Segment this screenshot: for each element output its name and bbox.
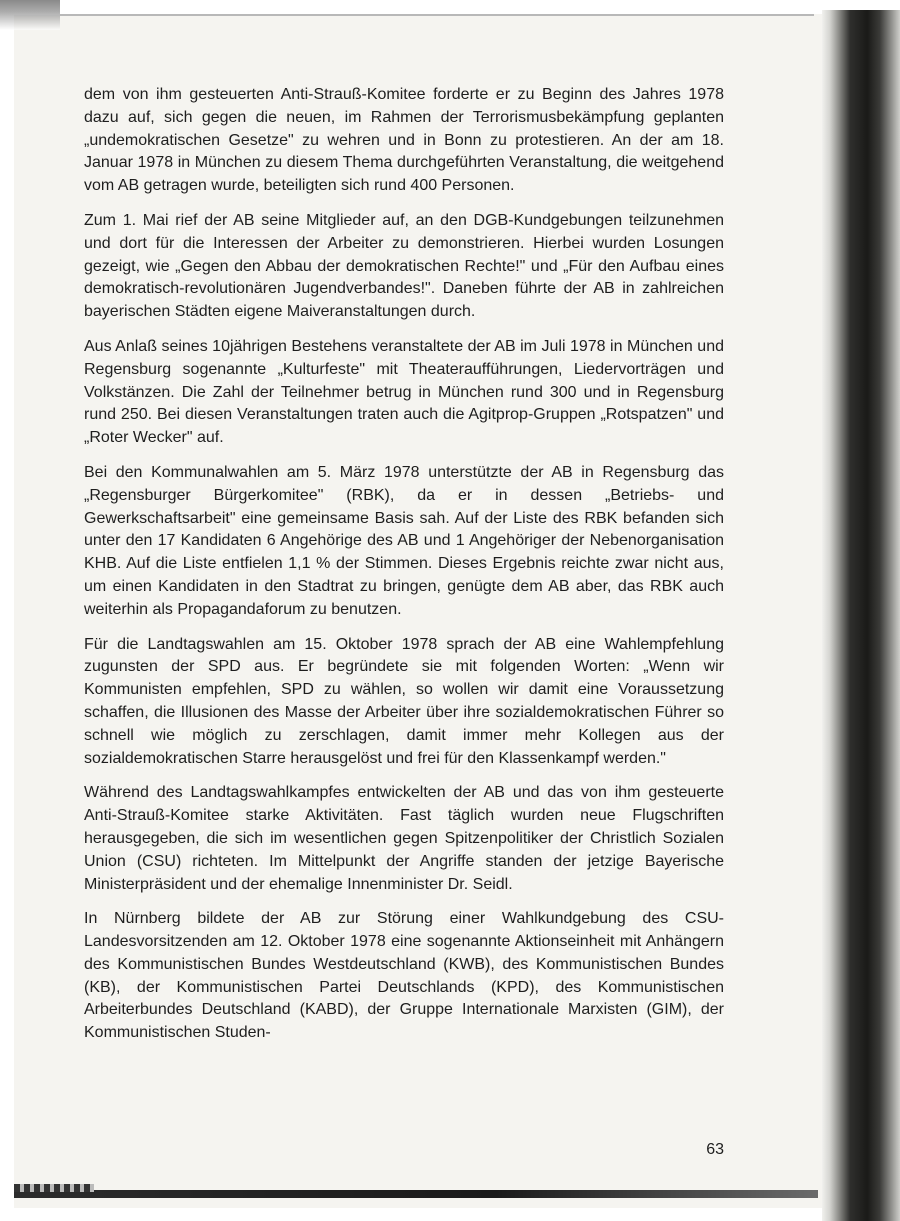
page-bottom-edge — [14, 1190, 818, 1198]
book-spine — [822, 10, 900, 1221]
paragraph: In Nürnberg bildete der AB zur Störung einer Wahlkundgebung des CSU-Landesvorsitzenden am 12. Oktober 1978 eine sogenannte Aktionseinheit mit Anhängern des Kommunistischen Bundes Westdeutschland (KWB), des Kommunistischen Bundes (KB), der Kommunistischen Partei Deutschlands (KPD), des Kommunistischen Arbeiterbundes Deutschland (KABD), der Gruppe Internationale Marxisten (GIM), der Kommunistischen Studen- — [84, 910, 724, 1042]
paragraph: Zum 1. Mai rief der AB seine Mitglieder auf, an den DGB-Kundgebungen teilzunehmen und dort für die Interessen der Arbeiter zu demonstrieren. Hierbei wurden Losungen gezeigt, wie „Gegen den Abbau der demokratischen Rechte!" und „Für den Aufbau eines demokratisch-revolutionären Jugendverbandes!". Daneben führte der AB in zahlreichen bayerischen Städten eigene Maiveranstaltungen durch. — [84, 211, 724, 321]
paragraph: Während des Landtagswahlkampfes entwickelten der AB und das von ihm gesteuerte Anti-Strauß-Komitee starke Aktivitäten. Fast täglich wurden neue Flugschriften herausgegeben, die sich im wesentlichen gegen Spitzenpolitiker der Christlich Sozialen Union (CSU) richteten. Im Mittelpunkt der Angriffe standen der jetzige Bayerische Ministerpräsident und der ehemalige Innenminister Dr. Seidl. — [84, 784, 724, 893]
body-text — [84, 84, 724, 1057]
paragraph: Bei den Kommunalwahlen am 5. März 1978 unterstützte der AB in Regensburg das „Regensburger Bürgerkomitee" (RBK), da er in dessen „Betriebs- und Gewerkschaftsarbeit" eine gemeinsame Basis sah. Auf der Liste des RBK befanden sich unter den 17 Kandidaten 6 Angehörige des AB und 1 Angehöriger der Nebenorganisation KHB. Auf die Liste entfielen 1,1 % der Stimmen. Dieses Ergebnis reichte zwar nicht aus, um einen Kandidaten in den Stadtrat zu bringen, genügte dem AB aber, das RBK auch weiterhin als Propagandaforum zu benutzen. — [84, 463, 724, 618]
page-number: 63 — [706, 1141, 724, 1158]
paragraph: Für die Landtagswahlen am 15. Oktober 1978 sprach der AB eine Wahlempfehlung zugunsten der SPD aus. Er begründete sie mit folgenden Worten: „Wenn wir Kommunisten empfehlen, SPD zu wählen, so wollen wir damit eine Voraussetzung schaffen, die Illusionen des Masse der Arbeiter über ihre sozialdemokratischen Führer so schnell wie möglich zu zerschlagen, damit immer mehr Kollegen aus der sozialdemokratischen Starre herausgelöst und frei für den Klassenkampf werden." — [84, 635, 724, 767]
paragraph: Aus Anlaß seines 10jährigen Bestehens veranstaltete der AB im Juli 1978 in München und Regensburg sogenannte „Kulturfeste" mit Theateraufführungen, Liedervorträgen und Volkstänzen. Die Zahl der Teilnehmer betrug in München rund 300 und in Regensburg rund 250. Bei diesen Veranstaltungen traten auch die Agitprop-Gruppen „Rotspatzen" und „Roter Wecker" auf. — [84, 337, 724, 447]
paragraph: dem von ihm gesteuerten Anti-Strauß-Komitee forderte er zu Beginn des Jahres 1978 dazu auf, sich gegen die neuen, im Rahmen der Terrorismusbekämpfung geplanten „undemokratischen Gesetze" zu wehren und in Bonn zu protestieren. An der am 18. Januar 1978 in München zu diesem Thema durchgeführten Veranstaltung, die weitgehend vom AB getragen wurde, beteiligten sich rund 400 Personen. — [84, 86, 724, 195]
page-top-edge — [14, 14, 814, 16]
